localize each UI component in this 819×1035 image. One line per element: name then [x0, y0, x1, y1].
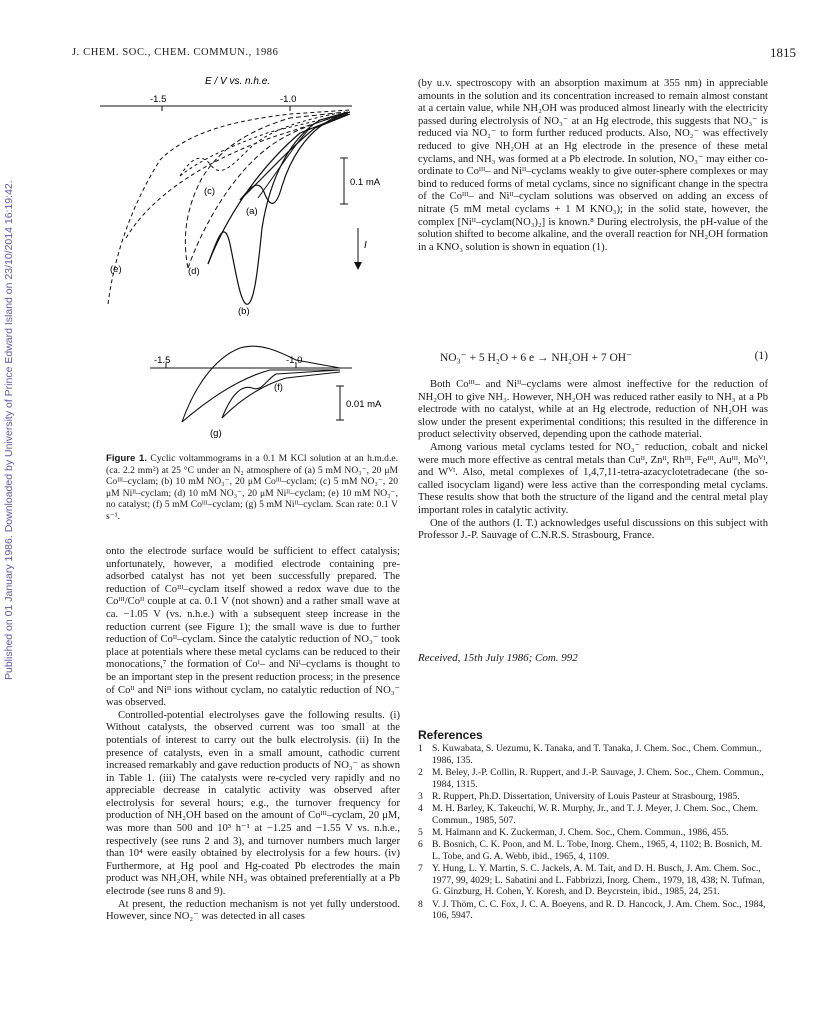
curve-f-reverse: [222, 372, 340, 418]
reference-item: 2 M. Beley, J.-P. Collin, R. Ruppert, and J.-P. Sauvage, J. Chem. Soc., Chem. Commun., 1984, 1315.: [418, 766, 764, 790]
figure-caption-text: Cyclic voltammograms in a 0.1 M KCl solution at an h.m.d.e. (ca. 2.2 mm²) at 25 °C under an N₂ atmosphere of (a) 5 mM NO₃⁻, 20 μM Coᴵᴵᴵ–cyclam; (b) 10 mM NO₃⁻, 20 μM Coᴵᴵᴵ–cyclam; (c) 5 mM NO₃⁻, 20 μM Niᴵᴵ–cyclam; (d) 10 mM NO₃⁻, 20 μM Niᴵᴵ–cyclam; (e) 10 mM NO₃⁻, no catalyst; (f) 5 mM Coᴵᴵᴵ–cyclam; (g) 5 mM Niᴵᴵ–cyclam. Scan rate: 0.1 V s⁻¹.: [106, 453, 398, 522]
page-number: 1815: [770, 45, 796, 60]
figure-cyclic-voltammograms: [90, 68, 410, 452]
curve-g-forward: [182, 346, 340, 422]
bottom-tick-label-left: -1.5: [154, 355, 171, 366]
reference-item: 4 M. H. Barley, K. Takeuchi, W. R. Murphy, Jr., and T. J. Meyer, J. Chem. Soc., Chem. Commun., 1985, 507.: [418, 803, 758, 826]
references-list: [418, 743, 768, 923]
reference-item: 1 S. Kuwabata, S. Uezumu, K. Tanaka, and T. Tanaka, J. Chem. Soc., Chem. Commun., 1986, 135.: [418, 743, 762, 766]
current-symbol: I: [364, 240, 367, 251]
curve-label-a: (a): [246, 206, 258, 217]
curve-f-forward: [222, 370, 340, 418]
top-axis-title: E / V vs. n.h.e.: [205, 76, 271, 87]
equation-text: NO₃⁻ + 5 H₂O + 6 e → NH₂OH + 7 OH⁻: [440, 352, 633, 364]
reference-item: 3 R. Ruppert, Ph.D. Dissertation, University of Louis Pasteur at Strasbourg, 1985.: [418, 790, 740, 802]
curve-label-d: (d): [188, 266, 200, 277]
curve-c-reverse: [180, 114, 345, 176]
references-heading: References: [418, 728, 483, 742]
top-tick-label-left: -1.5: [150, 94, 167, 105]
figure-caption: [106, 453, 398, 523]
curve-label-e: (e): [110, 264, 122, 275]
bottom-scale-label: 0.01 mA: [346, 399, 382, 410]
reference-item: 7 Y. Hung, L. Y. Martin, S. C. Jackels, A. M. Tait, and D. H. Busch, J. Am. Chem. Soc., 1977, 99, 4029; L. Sabatini and L. Fabbrizzi, Inorg. Chem., 1979, 18, 438; N. Tufman, G. Ginzburg, H. Cohen, Y. Koresh, and D. Beycrstein, ibid., 1985, 24, 251.: [418, 863, 765, 898]
curve-label-f: (f): [274, 382, 283, 393]
curve-label-b: (b): [238, 306, 250, 317]
top-tick-label-right: -1.0: [280, 94, 297, 105]
paragraph: (by u.v. spectroscopy with an absorption maximum at 355 nm) in appreciable amounts in the solution and its concentration increased to remain almost constant at a certain value, while NH₂OH was produced almost linearly with the electricity passed during electrolysis of NO₃⁻ at an Hg electrode, this suggests that NO₃⁻ is reduced via NO₂⁻ to form further reduced products. Also, NO₂⁻ was effectively reduced to give NH₂OH at an Hg electrode in the presence of these metal cyclams, and NH₃ was formed at a Pb electrode. In solution, NO₃⁻ may either co-ordinate to Coᴵᴵᴵ– and Niᴵᴵ–cyclams weakly to give outer-sphere complexes or may bind to reduced forms of metal cyclams, since no significant change in the spectra of the Coᴵᴵᴵ– and Niᴵᴵ–cyclam solutions was observed on adding an excess of nitrate (5 mM metal cyclams + 1 M KNO₃); in the solid state, however, the complex [Niᴵᴵ–cyclam(NO₃)₂] is known.⁸ During electrolysis, the pH-value of the solution shifted to become alkaline, and the overall reaction for NH₂OH formation in a KNO₃ solution is shown in equation (1).: [418, 78, 768, 253]
paragraph: Both Coᴵᴵᴵ– and Niᴵᴵ–cyclams were almost ineffective for the reduction of NH₂OH to give NH₃. However, NH₂OH was reduced rather easily to NH₃ at a Pb electrode with no catalyst, while at an Hg electrode, reduction of NH₂OH was slow under the present experimental conditions; this resulted in the difference in product selectivity observed, depending upon the cathode material.: [418, 379, 768, 441]
reference-item: 8 V. J. Thöm, C. C. Fox, J. C. A. Boeyens, and R. D. Hancock, J. Am. Chem. Soc., 1984, 106, 5947.: [418, 898, 766, 922]
curve-label-c: (c): [204, 186, 216, 197]
reference-item: 5 M. Halmann and K. Zuckerman, J. Chem. Soc., Chem. Commun., 1986, 455.: [418, 826, 729, 838]
download-watermark: Published on 01 January 1986. Downloaded by University of Prince Edward Island on 23/10/2014 16:19:42.: [3, 180, 15, 680]
paragraph: Among various metal cyclams tested for NO₃⁻ reduction, cobalt and nickel were much more effective as central metals than Cuᴵᴵ, Znᴵᴵ, Rhᴵᴵᴵ, Feᴵᴵᴵ, Auᴵᴵᴵ, Moⱽᴵ, and Wⱽᴵ. Also, metal complexes of 1,4,7,11-tetra-azacyclotetradecane (the so-called isocyclam ligand) were less active than the corresponding metal cyclams. These results show that both the structure of the ligand and the central metal play important roles in catalytic activity.: [418, 441, 768, 516]
paragraph: Controlled-potential electrolyses gave the following results. (i) Without catalysts, the observed current was too small at the potentials of interest to carry out the bulk electrolysis. (ii) In the presence of catalysts, even in a small amount, cathodic current increased remarkably and gave reduction products of NO₃⁻ as shown in Table 1. (iii) The catalysts were re-cycled very rapidly and no appreciable decrease in catalytic activity was observed after electrolysis for several hours; e.g., the turnover frequency for production of NH₂OH based on the amount of Coᴵᴵᴵ–cyclam, 20 μM, was more than 500 and 10³ h⁻¹ at −1.25 and −1.55 V vs. n.h.e., respectively (see runs 2 and 3), and turnover numbers much larger than 10⁴ were easily obtained by electrolysis for a few hours. (iv) Furthermore, at Hg pool and Hg-coated Pb electrodes the main product was NH₂OH, while NH₃ was obtained preferentially at a Pb electrode (see runs 8 and 9).: [106, 709, 400, 898]
curve-e-reverse: [126, 112, 350, 238]
curve-label-g: (g): [210, 428, 222, 439]
running-head: J. CHEM. SOC., CHEM. COMMUN., 1986: [72, 47, 279, 58]
current-arrow-head: [354, 262, 362, 270]
figure-caption-label: Figure 1.: [106, 453, 147, 464]
equation-number: (1): [754, 350, 768, 362]
received-line: Received, 15th July 1986; Com. 992: [418, 652, 578, 664]
paragraph: onto the electrode surface would be sufficient to effect catalysis; unfortunately, however, a modified electrode containing pre-adsorbed catalyst has not yet been successfully prepared. The reduction of Coᴵᴵᴵ–cyclam itself showed a redox wave due to the Coᴵᴵᴵ/Coᴵᴵ couple at ca. 0.1 V (not shown) and a rather small wave at ca. −1.05 V (vs. n.h.e.) with a subsequent steep increase in the reduction current (see Figure 1); the small wave is due to further reduction of Coᴵᴵ–cyclam. Since the catalytic reduction of NO₃⁻ took place at potentials where these metal cyclams can be reduced to their monocations,⁷ the formation of Coᴵ– and Niᴵ–cyclams is thought to be an important step in the present reduction process; in the presence of Coᴵᴵ and Niᴵᴵ ions without cyclam, no catalytic reduction of NO₃⁻ was observed.: [106, 546, 400, 709]
left-column-body: [106, 546, 400, 924]
curve-e-forward: [108, 110, 350, 304]
reference-item: 6 B. Bosnich, C. K. Poon, and M. L. Tobe, Inorg. Chem., 1965, 4, 1102; B. Bosnich, M. L. Tobe, and G. A. Webb, ibid., 1965, 4, 1109.: [418, 839, 763, 862]
right-column-body-top: [418, 78, 768, 254]
equation-1: [440, 350, 768, 364]
bottom-tick-label-right: -1.0: [286, 355, 303, 366]
curve-g-reverse: [182, 370, 340, 422]
paragraph: One of the authors (I. T.) acknowledges useful discussions on this subject with Professor J.-P. Sauvage of C.N.R.S. Strasbourg, France.: [418, 517, 768, 542]
top-scale-label: 0.1 mA: [350, 177, 381, 188]
paragraph: At present, the reduction mechanism is not yet fully understood. However, since NO₂⁻ was detected in all cases: [106, 898, 400, 923]
curve-b-forward: [208, 112, 348, 304]
right-column-body-bottom: [418, 379, 768, 543]
